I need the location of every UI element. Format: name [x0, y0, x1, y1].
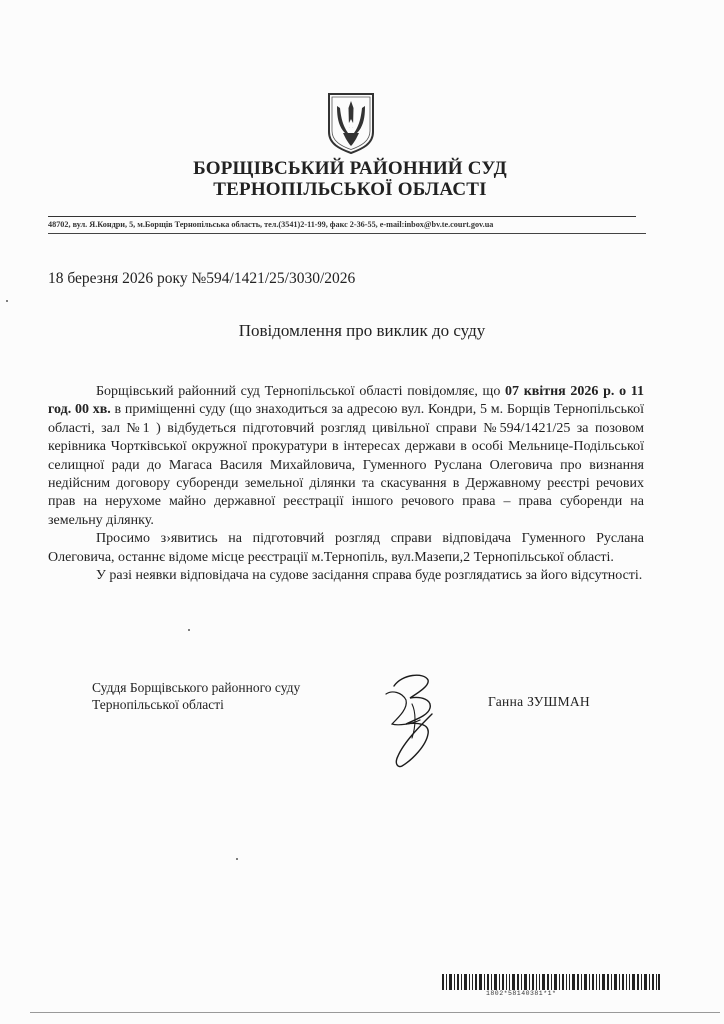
court-name-line2: ТЕРНОПІЛЬСЬКОЇ ОБЛАСТІ	[213, 179, 487, 200]
address-divider	[48, 233, 646, 234]
paragraph-request: Просимо з›явитись на підготовчий розгляд справи відповідача Гуменного Руслана Олеговича, останнє відоме місце реєстрації м.Тернопіль, вул.Мазепи,2 Тернопільської області.	[48, 531, 644, 565]
document-body	[48, 383, 644, 585]
judge-position-line1: Суддя Борщівського районного суду	[92, 680, 301, 695]
scan-speck	[236, 858, 238, 860]
paragraph-summons-part1: Борщівський районний суд Тернопільської області повідомляє, що	[96, 384, 506, 399]
hearing-datetime: 07 квітня 2026 р. о 11 год. 00 хв.	[48, 384, 644, 418]
header-divider	[48, 216, 636, 217]
barcode-number: 1802*58140381*1*	[486, 990, 557, 997]
document-title: Повідомлення про виклик до суду	[238, 321, 486, 340]
judge-name: Ганна ЗУШМАН	[488, 694, 590, 709]
coat-of-arms-icon	[326, 92, 376, 154]
paragraph-summons	[48, 383, 644, 530]
handwritten-signature	[372, 664, 452, 770]
scan-speck	[6, 300, 8, 302]
barcode-icon	[442, 974, 660, 990]
scan-speck	[188, 629, 190, 631]
page-bottom-edge	[30, 1012, 720, 1013]
date-and-case-number: 18 березня 2026 року №594/1421/25/3030/2026	[48, 270, 356, 287]
judge-position	[92, 679, 300, 713]
paragraph-absence: У разі неявки відповідача на судове засідання справа буде розглядатись за його відсутності.	[96, 568, 643, 584]
paragraph-summons-part2: в приміщенні суду (що знаходиться за адресою вул. Кондри, 5 м. Борщів Тернопільської області, зал №1 ) відбудеться підготовчий розгляд цивільної справи №594/1421/25 за позовом керівника Чортківської окружної прокуратури в інтересах держави в особі Мельнице-Подільської селищної ради до Магаса Василя Михайловича, Гуменного Руслана Олеговича про визнання недійсним договору суборенди земельної ділянки та скасування в Державному реєстрі речових прав на нерухоме майно державної реєстрації іншого речового права – права суборенди на земельну ділянку.	[48, 402, 644, 528]
court-address: 48702, вул. Я.Кондри, 5, м.Борщів Тернопільська область, тел.(3541)2-11-99, факс 2-36-55, e-mail:inbox@bv.te.court.gov.ua	[48, 220, 494, 229]
judge-position-line2: Тернопільської області	[92, 697, 224, 712]
court-name-line1: БОРЩІВСЬКИЙ РАЙОННИЙ СУД	[193, 158, 507, 179]
